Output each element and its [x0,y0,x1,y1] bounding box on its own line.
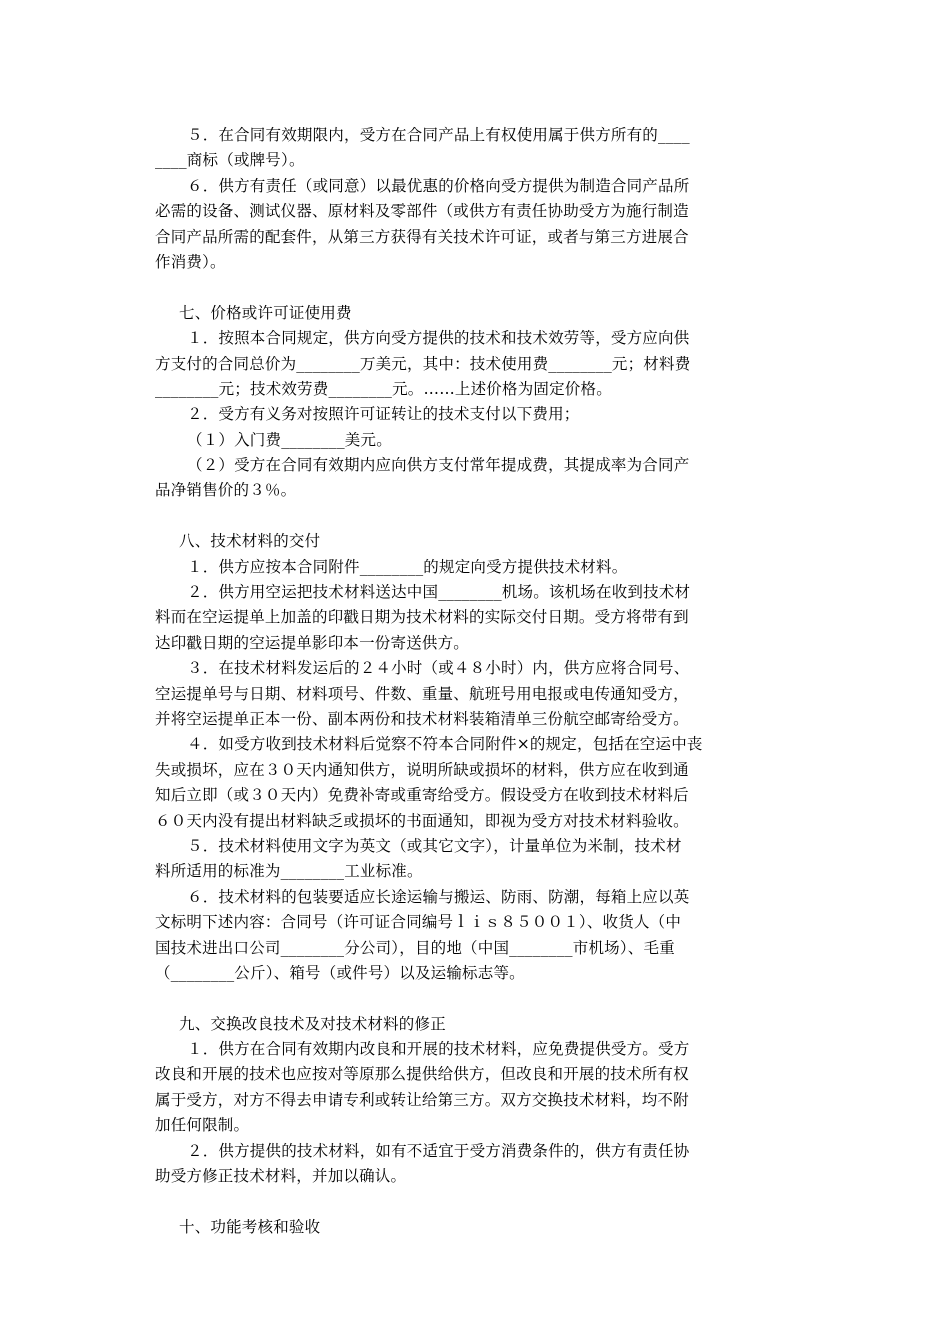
section-heading: 十、功能考核和验收 [179,1217,321,1236]
paragraph-line: 必需的设备、测试仪器、原材料及零部件（或供方有责任协助受方为施行制造 [155,202,689,221]
paragraph-line: ５．技术材料使用文字为英文（或其它文字），计量单位为米制，技术材 [187,836,682,855]
paragraph-line: 并将空运提单正本一份、副本两份和技术材料装箱清单三份航空邮寄给受方。 [155,709,689,728]
paragraph-line: １．供方应按本合同附件________的规定向受方提供技术材料。 [187,557,628,576]
paragraph-line: 料而在空运提单上加盖的印戳日期为技术材料的实际交付日期。受方将带有到 [155,608,689,627]
paragraph-line: ４．如受方收到技术材料后觉察不符本合同附件×的规定，包括在空运中丧 [187,735,703,754]
paragraph-line: 品净销售价的３％。 [155,481,297,500]
blank-line [155,1189,795,1214]
paragraph-line: 文标明下述内容：合同号（许可证合同编号ｌｉｓ８５００１）、收货人（中 [155,913,682,932]
paragraph-line: 助受方修正技术材料，并加以确认。 [155,1167,407,1186]
paragraph-line: 方支付的合同总价为________万美元，其中：技术使用费________元；材料费 [155,354,691,373]
paragraph-line: 加任何限制。 [155,1116,250,1135]
paragraph-line: ____商标（或牌号）。 [155,151,305,170]
paragraph-line: （１）入门费________美元。 [187,430,392,449]
paragraph-line: 合同产品所需的配套件，从第三方获得有关技术许可证，或者与第三方进展合 [155,227,689,246]
paragraph-line: 料所适用的标准为________工业标准。 [155,862,423,881]
blank-line [155,986,795,1011]
document-body [155,123,795,1240]
blank-line [155,504,795,529]
paragraph-line: ２．受方有义务对按照许可证转让的技术支付以下费用； [187,405,580,424]
paragraph-line: （________公斤）、箱号（或件号）以及运输标志等。 [155,963,525,982]
paragraph-line: 失或损坏，应在３０天内通知供方，说明所缺或损坏的材料，供方应在收到通 [155,760,689,779]
section-heading: 九、交换改良技术及对技术材料的修正 [179,1014,446,1033]
paragraph-line: （２）受方在合同有效期内应向供方支付常年提成费，其提成率为合同产 [187,456,690,475]
section-heading: 八、技术材料的交付 [179,532,321,551]
paragraph-line: ５．在合同有效期限内，受方在合同产品上有权使用属于供方所有的____ [187,126,690,144]
paragraph-line: 达印戳日期的空运提单影印本一份寄送供方。 [155,633,470,652]
paragraph-line: １．供方在合同有效期内改良和开展的技术材料，应免费提供受方。受方 [187,1040,690,1059]
paragraph-line: 作消费）。 [155,252,226,271]
paragraph-line: 属于受方，对方不得去申请专利或转让给第三方。双方交换技术材料，均不附 [155,1090,689,1109]
paragraph-line: ３．在技术材料发运后的２４小时（或４８小时）内，供方应将合同号、 [187,659,690,678]
section-heading: 七、价格或许可证使用费 [179,303,352,322]
paragraph-line: 知后立即（或３０天内）免费补寄或重寄给受方。假设受方在收到技术材料后 [155,786,689,805]
paragraph-line: ２．供方用空运把技术材料送达中国________机场。该机场在收到技术材 [187,583,691,602]
blank-line [155,275,795,300]
paragraph-line: ６．供方有责任（或同意）以最优惠的价格向受方提供为制造合同产品所 [187,176,690,195]
paragraph-line: １．按照本合同规定，供方向受方提供的技术和技术效劳等，受方应向供 [187,329,690,348]
paragraph-line: 改良和开展的技术也应按对等原那么提供给供方，但改良和开展的技术所有权 [155,1065,689,1084]
paragraph-line: 国技术进出口公司________分公司），目的地（中国________市机场）、毛重 [155,938,675,957]
paragraph-line: ________元；技术效劳费________元。……上述价格为固定价格。 [155,379,612,398]
paragraph-line: 空运提单号与日期、材料项号、件数、重量、航班号用电报或电传通知受方， [155,684,689,703]
paragraph-line: ６０天内没有提出材料缺乏或损坏的书面通知，即视为受方对技术材料验收。 [155,811,689,830]
paragraph-line: ６．技术材料的包装要适应长途运输与搬运、防雨、防潮，每箱上应以英 [187,887,690,906]
paragraph-line: ２．供方提供的技术材料，如有不适宜于受方消费条件的，供方有责任协 [187,1141,690,1160]
